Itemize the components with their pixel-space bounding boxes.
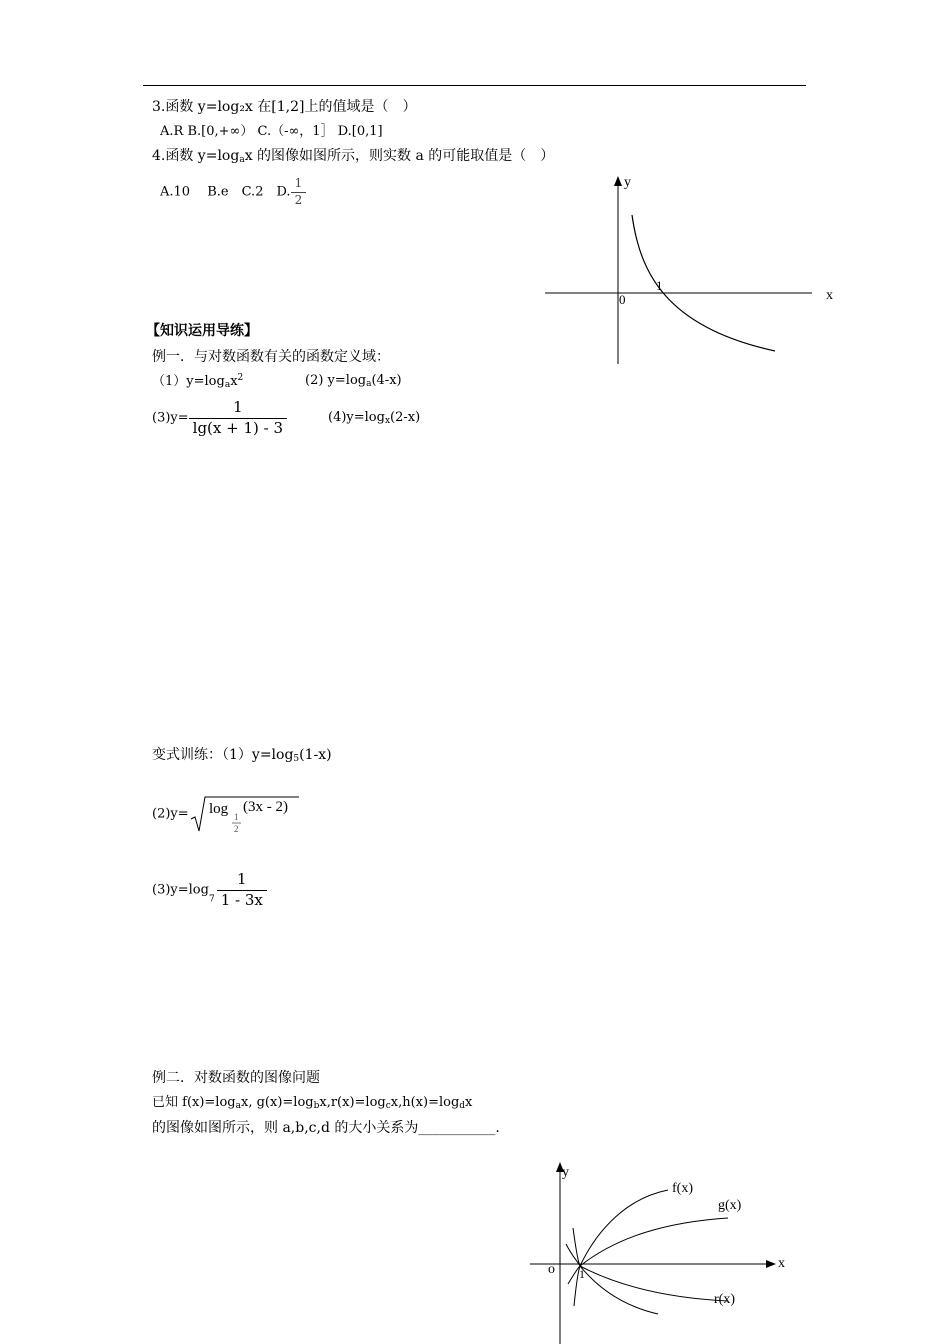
q4-curve	[632, 215, 775, 351]
svg-text:log: log	[208, 801, 228, 817]
g-label: g(x)	[718, 1198, 742, 1213]
variant-3: $(3)y=\log_7$ $\frac{1}{1 - 3x}$	[152, 870, 267, 910]
q4-tick-label: 1	[656, 278, 663, 293]
ex1-part3-fraction: $\frac{1}{\lg(x + 1) - 3}$	[189, 398, 287, 438]
ex2-origin-label: o	[548, 1262, 555, 1277]
r-label: r(x)	[714, 1292, 735, 1307]
svg-text:1: 1	[233, 812, 239, 822]
q4-origin-label: 0	[619, 292, 626, 307]
ex2-x-label: x	[778, 1256, 785, 1271]
q4-y-arrow-icon	[614, 176, 622, 186]
q3-options: A.R B.[0,+∞） C.（-∞，1］ D.[0,1]	[160, 124, 383, 139]
q3-stem: 3.函数 y=log₂x 在[1,2]上的值域是（ ）	[152, 99, 417, 115]
ex2-x-arrow-icon	[766, 1260, 776, 1268]
ex1-part3: (3)y= $\frac{1}{\lg(x + 1) - 3}$	[152, 398, 287, 438]
section-title: 【知识运用导练】	[146, 323, 258, 339]
variant-1: 变式训练：$(1)y=\log_5(1-x)$	[152, 747, 332, 764]
header-rule	[143, 85, 806, 86]
ex2-line1: 已知 $f(x)=\log_ax$, $g(x)=\log_bx,r(x)=\log_cx,h(x)=\log_dx$	[152, 1095, 473, 1111]
ex1-part4: $(4)y=\log_x(2-x)$	[328, 410, 421, 426]
variant-2: (2)y= log 1 2 (3x - 2)	[152, 793, 299, 835]
ex2-graph	[528, 1158, 798, 1344]
f-curve	[573, 1190, 668, 1266]
ex1-part2: (2) $y=\log_a(4-x)$	[305, 373, 402, 389]
q4-options: A.10 B.e C.2 D. $\frac{1}{2}$	[160, 176, 306, 208]
f-label: f(x)	[672, 1181, 693, 1196]
svg-text:2: 2	[233, 824, 239, 834]
ex1-title: 例一．与对数函数有关的函数定义域：	[152, 349, 390, 365]
ex2-line2: 的图像如图所示，则 a,b,c,d 的大小关系为___________.	[152, 1120, 500, 1136]
q4-x-label: x	[826, 288, 833, 303]
ex1-part1: $(1)y=\log_ax^2$	[152, 373, 244, 390]
g-curve	[566, 1218, 728, 1266]
q4-option-d-fraction: $\frac{1}{2}$	[291, 176, 307, 208]
r-curve	[568, 1266, 728, 1301]
variant-3-fraction: $\frac{1}{1 - 3x}$	[217, 870, 267, 910]
ex2-tick-label: 1	[579, 1267, 585, 1281]
ex2-y-label: y	[562, 1165, 569, 1180]
variant-2-radical	[189, 793, 299, 835]
q4-graph	[540, 172, 840, 372]
q4-stem: 4.函数 $y=\log_ax$ 的图像如图所示，则实数 a 的可能取值是（ ）	[152, 148, 555, 165]
ex2-title: 例二．对数函数的图像问题	[152, 1070, 320, 1086]
svg-text:(3x - 2): (3x - 2)	[242, 799, 288, 815]
q4-y-label: y	[624, 175, 631, 190]
